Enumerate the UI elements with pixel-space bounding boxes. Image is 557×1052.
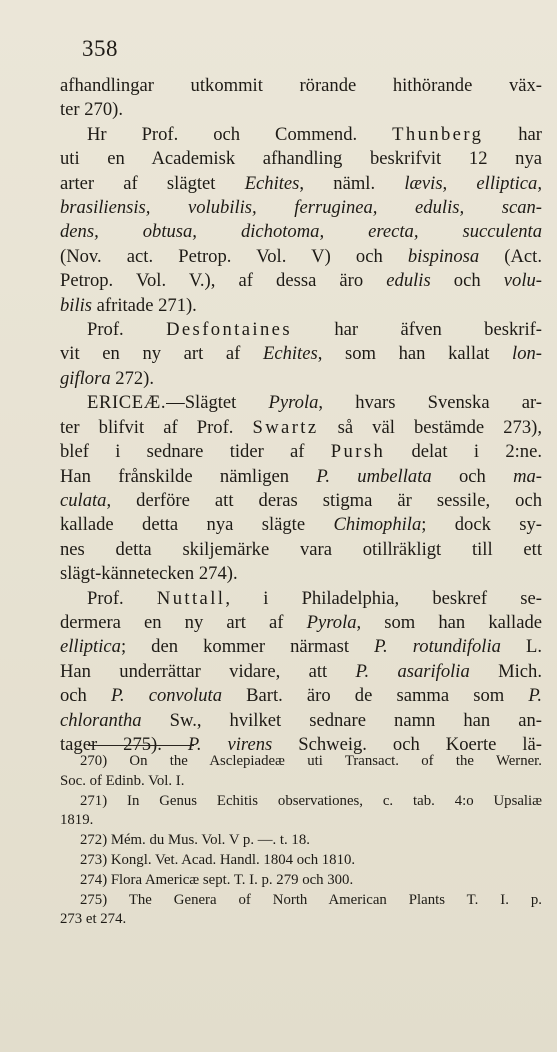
text-segment: 271) In Genus Echitis observationes, c. tab. 4:o Upsaliæ — [80, 792, 542, 809]
text-line — [60, 513, 542, 537]
text-segment: Pursh — [330, 441, 386, 463]
text-segment: kallade detta nya slägte — [60, 514, 334, 536]
text-line — [60, 318, 542, 342]
text-segment: P. asarifolia — [355, 660, 470, 682]
text-segment: delat i 2:ne. — [385, 441, 542, 463]
text-segment: dens, obtusa, dichotoma, erecta, succulenta — [60, 221, 542, 243]
footnote-line — [60, 811, 542, 831]
text-segment: 1819. — [60, 812, 94, 829]
text-segment: culata — [60, 489, 107, 511]
text-segment: blef i sednare tider af — [60, 441, 331, 463]
text-segment: Echites — [244, 172, 300, 194]
text-segment: 275) The Genera of North American Plants T. I. p. — [80, 891, 542, 908]
text-line — [60, 538, 542, 562]
text-segment: Swartz — [252, 416, 319, 438]
text-segment: P. rotundifolia — [374, 636, 501, 658]
text-line — [60, 245, 542, 269]
text-line — [60, 562, 542, 586]
text-segment: Nuttall — [156, 587, 226, 609]
text-segment: Bart. äro de samma som — [222, 685, 529, 707]
footnote-rule — [88, 745, 194, 746]
text-line — [60, 465, 542, 489]
text-segment: Desfontaines — [166, 319, 292, 341]
text-segment: Han underrättar vidare, att — [60, 660, 356, 682]
text-segment: (Act. — [479, 245, 542, 267]
page-number: 358 — [82, 36, 118, 61]
text-segment: , som han kallade — [356, 611, 543, 633]
text-line — [60, 611, 542, 635]
text-segment: dermera en ny art af — [60, 611, 307, 633]
text-segment: P. convoluta — [110, 685, 223, 707]
text-segment: , i Philadelphia, beskref se- — [225, 587, 542, 609]
text-segment: Sw., hvilket sednare namn han an- — [141, 709, 542, 731]
text-segment: och — [60, 685, 111, 707]
text-segment: , derföre att deras stigma är sessile, och — [106, 489, 542, 511]
text-segment: P. umbellata — [316, 465, 432, 487]
footnote-line — [60, 792, 542, 812]
text-segment: —Slägtet — [166, 392, 269, 414]
text-segment: så väl bestämde 273), — [318, 416, 542, 438]
text-segment: 270) On the Asclepiadeæ uti Transact. of the Werner. — [80, 753, 542, 769]
text-line — [60, 489, 542, 513]
text-segment: Hr Prof. och Commend. — [87, 123, 393, 145]
text-segment: ma- — [513, 465, 542, 487]
text-line — [60, 342, 542, 366]
text-segment: chlorantha — [60, 709, 142, 731]
text-segment: , som han kallat — [317, 343, 513, 365]
text-segment: tager 275). — [60, 733, 188, 755]
text-line — [60, 367, 542, 391]
main-text — [60, 74, 542, 757]
text-segment: Pyrola — [306, 611, 357, 633]
text-line — [60, 684, 542, 708]
text-segment: Thunberg — [392, 123, 484, 145]
text-segment: P. virens — [187, 733, 273, 755]
text-segment: volu- — [503, 270, 542, 292]
text-line — [60, 660, 542, 684]
text-line — [60, 172, 542, 196]
text-segment: ; dock sy- — [421, 514, 542, 536]
footnote-line — [60, 772, 542, 792]
text-segment: ; den kommer närmast — [120, 636, 375, 658]
text-line — [60, 440, 542, 464]
text-line — [60, 220, 542, 244]
text-segment: afritade 271). — [92, 294, 197, 316]
footnotes — [60, 752, 542, 930]
text-line — [60, 587, 542, 611]
text-segment: uti en Academisk afhandling beskrifvit 12 nya — [60, 148, 542, 170]
text-segment: 273) Kongl. Vet. Acad. Handl. 1804 och 1810. — [80, 851, 356, 868]
text-line — [60, 123, 542, 147]
text-segment: arter af slägtet — [60, 172, 245, 194]
text-line — [60, 635, 542, 659]
text-line — [60, 416, 542, 440]
footnote-line — [60, 851, 542, 871]
text-line — [60, 98, 542, 122]
footnote-line — [60, 891, 542, 911]
text-segment: Chimophila — [333, 514, 422, 536]
text-segment: Prof. — [87, 587, 157, 609]
text-segment: elliptica — [60, 636, 121, 658]
text-line — [60, 294, 542, 318]
text-segment: brasiliensis, volubilis, ferruginea, edulis, scan- — [60, 197, 542, 219]
text-segment: Petrop. Vol. V.), af dessa äro — [60, 270, 387, 292]
footnote-line — [60, 910, 542, 930]
text-segment: och — [431, 465, 514, 487]
text-segment: Mich. — [469, 660, 542, 682]
text-segment: Prof. — [87, 319, 167, 341]
text-segment: och — [430, 270, 504, 292]
text-segment: Schweig. och Koerte lä- — [272, 733, 542, 755]
text-line — [60, 709, 542, 733]
text-segment: ter 270). — [60, 99, 123, 121]
text-segment: , hvars Svenska ar- — [318, 392, 542, 414]
text-line — [60, 74, 542, 98]
text-segment: Pyrola — [268, 392, 319, 414]
text-segment: vit en ny art af — [60, 343, 263, 365]
text-segment: giflora — [60, 367, 111, 389]
text-segment: 274) Flora Americæ sept. T. I. p. 279 och 300. — [80, 871, 354, 888]
text-segment: Han frånskilde nämligen — [60, 465, 317, 487]
text-segment: slägt-kännetecken 274). — [60, 563, 238, 585]
text-segment: 272) Mém. du Mus. Vol. V p. —. t. 18. — [80, 832, 310, 849]
text-segment: lon- — [512, 343, 542, 365]
text-line — [60, 391, 542, 415]
footnote-line — [60, 752, 542, 772]
text-segment: (Nov. act. Petrop. Vol. V) och — [60, 245, 408, 267]
text-line — [60, 269, 542, 293]
text-line — [60, 196, 542, 220]
text-segment: edulis — [386, 270, 431, 292]
footnote-line — [60, 871, 542, 891]
text-segment: Soc. of Edinb. Vol. I. — [60, 772, 185, 789]
text-segment: ter blifvit af Prof. — [60, 416, 253, 438]
text-segment: har — [483, 123, 542, 145]
text-segment: bilis — [60, 294, 93, 316]
text-segment: bispinosa — [407, 245, 480, 267]
text-segment: har äfven beskrif- — [291, 319, 542, 341]
text-segment: 273 et 274. — [60, 911, 127, 928]
text-segment: afhandlingar utkommit rörande hithörande väx- — [60, 75, 542, 96]
text-segment: , näml. — [299, 172, 405, 194]
text-segment: lævis, elliptica, — [404, 172, 542, 194]
footnote-line — [60, 831, 542, 851]
text-segment: Echites — [262, 343, 318, 365]
text-line — [60, 147, 542, 171]
text-segment: P. — [528, 685, 542, 707]
text-segment: L. — [500, 636, 543, 658]
text-segment: ERICEÆ. — [87, 392, 167, 414]
text-segment: nes detta skiljemärke vara otillräkligt till ett — [60, 538, 542, 560]
text-segment: 272). — [110, 367, 155, 389]
